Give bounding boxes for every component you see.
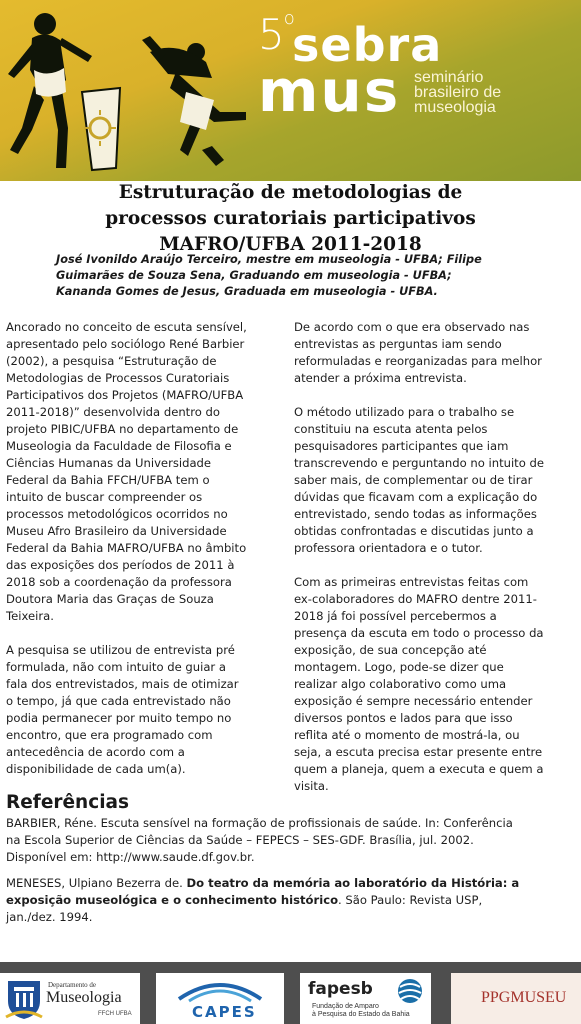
logo-museologia-ufba (0, 973, 140, 1024)
brand-subtitle: seminário brasileiro de museologia (414, 69, 502, 116)
sebramus-logo (258, 8, 578, 138)
poster-title: Estruturação de metodologias de processos curatoriais participativos MAFRO/UFBA 2011-2018 (105, 182, 476, 255)
brand-word-mus: mus (258, 57, 401, 125)
edition-number: 5$^o$ (258, 8, 294, 59)
right-column (294, 319, 575, 812)
museologia-wordmark: Museologia (46, 989, 122, 1006)
paragraph-introduction: Ancorado no conceito de escuta sensível, apresentado pelo sociólogo René Barbier (2002), a pesquisa “Estruturação de Metodologias de Processos Curatoriais Participativos dos Projetos (MAFRO/UFBA 2011-2018)” desenvolvida dentro do projeto PIBIC/UFBA no departamento de Museologia da Faculdade de Filosofia e Ciências Humanas da Universidade Federal da Bahia FFCH/UFBA tem o intuito de buscar compreender os processos metodológicos ocorridos no Museu Afro Brasileiro da Universidade Federal da Bahia MAFRO/UFBA no âmbito das exposições dos períodos de 2011 à 2018 sob a coordenação da professora Doutora Maria das Graças de Souza Teixeira. (6, 320, 247, 623)
authors: José Ivonildo Araújo Terceiro, mestre em museologia - UFBA; Filipe Guimarães de Souza Sena, Graduando em museologia - UFBA; Kananda Gomes de Jesus, Graduada em museologia - UFBA. (56, 253, 482, 298)
ppgmuseu-wordmark: PPGMUSEU (481, 989, 567, 1006)
paragraph-method: O método utilizado para o trabalho se constituiu na escuta atenta pelos pesquisadores participantes que iam transcrevendo e perguntando no intuito de saber mais, de complementar ou de tirar dúvidas que ficavam com a explicação do entrevistado, sendo todas as informações obtidas confrontadas e discutidas junto a professora orientadora e o tutor. (294, 405, 544, 555)
paragraph-results: Com as primeiras entrevistas feitas com ex-colaboradores do MAFRO dentre 2011- 2018 já foi possível percebermos a presença da escuta em todo o processo da exposição, de sua concepção até montagem. Logo, pode-se dizer que realizar algo colaborativo como uma exposição é sempre necessário entender diversos pontos e lados para que isso reflita até o momento de mostrá-la, ou seja, a escuta precisa estar presente entre quem a planeja, quem a executa e quem a visita. (294, 575, 544, 793)
reference-barbier: BARBIER, Réne. Escuta sensível na formação de profissionais de saúde. In: Conferência na Escola Superior de Ciências da Saúde – FEPECS – SES-GDF. Brasília, jul. 2002. Disponível em: http://www.saude.df.gov.br. (6, 816, 513, 864)
fapesb-subtitle: Fundação de Amparo à Pesquisa do Estado da Bahia (312, 1003, 410, 1018)
ffch-ufba-label: FFCH UFBA (98, 1011, 132, 1017)
references-list (6, 815, 576, 935)
fapesb-wordmark: fapesb (308, 979, 373, 999)
dept-label: Departamento de (48, 981, 97, 989)
fapesb-globe-icon (396, 977, 424, 1005)
capes-wordmark: CAPES (192, 1003, 257, 1021)
paragraph-reformulation: De acordo com o que era observado nas entrevistas as perguntas iam sendo reformuladas e reorganizadas para melhor atender a próxima entrevista. (294, 320, 542, 385)
ufba-crest-icon (4, 977, 44, 1021)
logo-fapesb (300, 973, 431, 1024)
logo-capes (156, 973, 284, 1024)
reference-meneses: MENESES, Ulpiano Bezerra de. Do teatro da memória ao laboratório da História: a exposição museológica e o conhecimento histórico. São Paulo: Revista USP, jan./dez. 1994. (6, 876, 520, 924)
logo-ppgmuseu (451, 973, 581, 1024)
event-banner (0, 0, 581, 181)
capes-arcs-icon (175, 977, 265, 1003)
left-column (6, 319, 274, 795)
paragraph-interview: A pesquisa se utilizou de entrevista pré formulada, não com intuito de guiar a fala dos entrevistados, mais de otimizar o tempo, já que cada entrevistado não podia permanecer por muito tempo no encontro, que era programado com antecedência de acordo com a disponibilidade de cada um(a). (6, 643, 239, 776)
brand-word-sebra: sebra (292, 18, 443, 72)
references-heading: Referências (6, 792, 130, 813)
